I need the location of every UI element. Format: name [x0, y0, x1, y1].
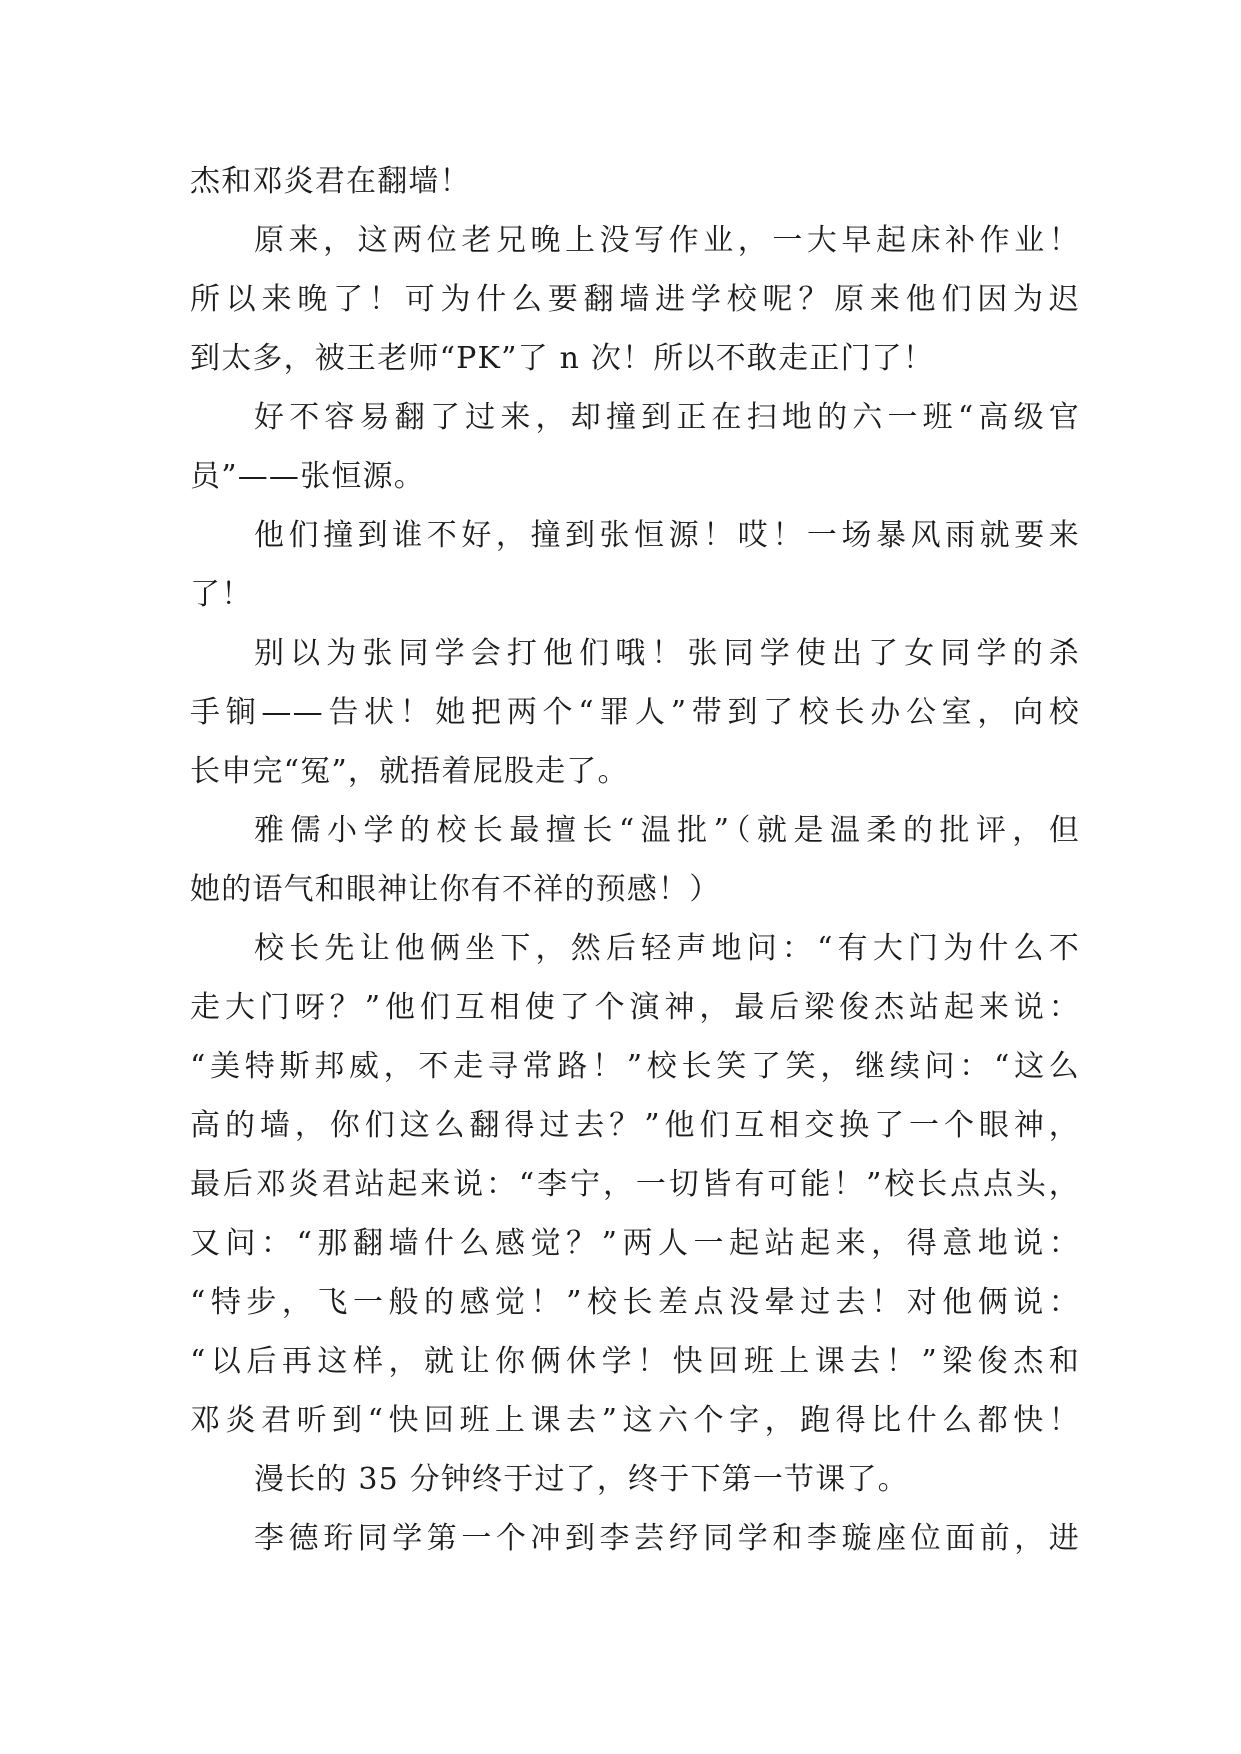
- text-line: “特步，飞一般的感觉！”校长差点没晕过去！对他俩说：: [190, 1285, 1080, 1320]
- text-line: “美特斯邦威，不走寻常路！”校长笑了笑，继续问：“这么: [190, 1049, 1080, 1084]
- text-line: 邓炎君听到“快回班上课去”这六个字，跑得比什么都快！: [190, 1403, 1080, 1438]
- text-line: 校长先让他俩坐下，然后轻声地问：“有大门为什么不: [254, 931, 1080, 966]
- text-line: 别以为张同学会打他们哦！张同学使出了女同学的杀: [254, 636, 1080, 671]
- text-line: 了！: [190, 577, 253, 612]
- text-line: 雅儒小学的校长最擅长“温批”（就是温柔的批评，但: [254, 813, 1080, 848]
- text-line: 漫长的 35 分钟终于过了，终于下第一节课了。: [254, 1462, 909, 1497]
- text-line: 原来，这两位老兄晚上没写作业，一大早起床补作业！: [254, 223, 1080, 258]
- text-line: 好不容易翻了过来，却撞到正在扫地的六一班“高级官: [254, 400, 1080, 435]
- text-line: 又问：“那翻墙什么感觉？”两人一起站起来，得意地说：: [190, 1226, 1080, 1261]
- text-line: 她的语气和眼神让你有不祥的预感！）: [190, 872, 721, 907]
- text-line: 所以来晚了！可为什么要翻墙进学校呢？原来他们因为迟: [190, 282, 1080, 317]
- text-line: 手锏——告状！她把两个“罪人”带到了校长办公室，向校: [190, 695, 1080, 730]
- text-line: 杰和邓炎君在翻墙！: [190, 164, 471, 199]
- text-line: 到太多，被王老师“PK”了 n 次！所以不敢走正门了！: [190, 341, 935, 376]
- text-line: 长申完“冤”，就捂着屁股走了。: [190, 754, 629, 789]
- text-line: “以后再这样，就让你俩休学！快回班上课去！”梁俊杰和: [190, 1344, 1080, 1379]
- text-line: 走大门呀？”他们互相使了个演神，最后梁俊杰站起来说：: [190, 990, 1080, 1025]
- story-body: [190, 152, 1080, 1568]
- text-line: 员”——张恒源。: [190, 459, 425, 494]
- text-line: 他们撞到谁不好，撞到张恒源！哎！一场暴风雨就要来: [254, 518, 1080, 553]
- text-line: 高的墙，你们这么翻得过去？”他们互相交换了一个眼神，: [190, 1108, 1080, 1143]
- text-line: 李德珩同学第一个冲到李芸纾同学和李璇座位面前，进: [254, 1521, 1080, 1556]
- text-line: 最后邓炎君站起来说：“李宁，一切皆有可能！”校长点点头，: [190, 1167, 1080, 1202]
